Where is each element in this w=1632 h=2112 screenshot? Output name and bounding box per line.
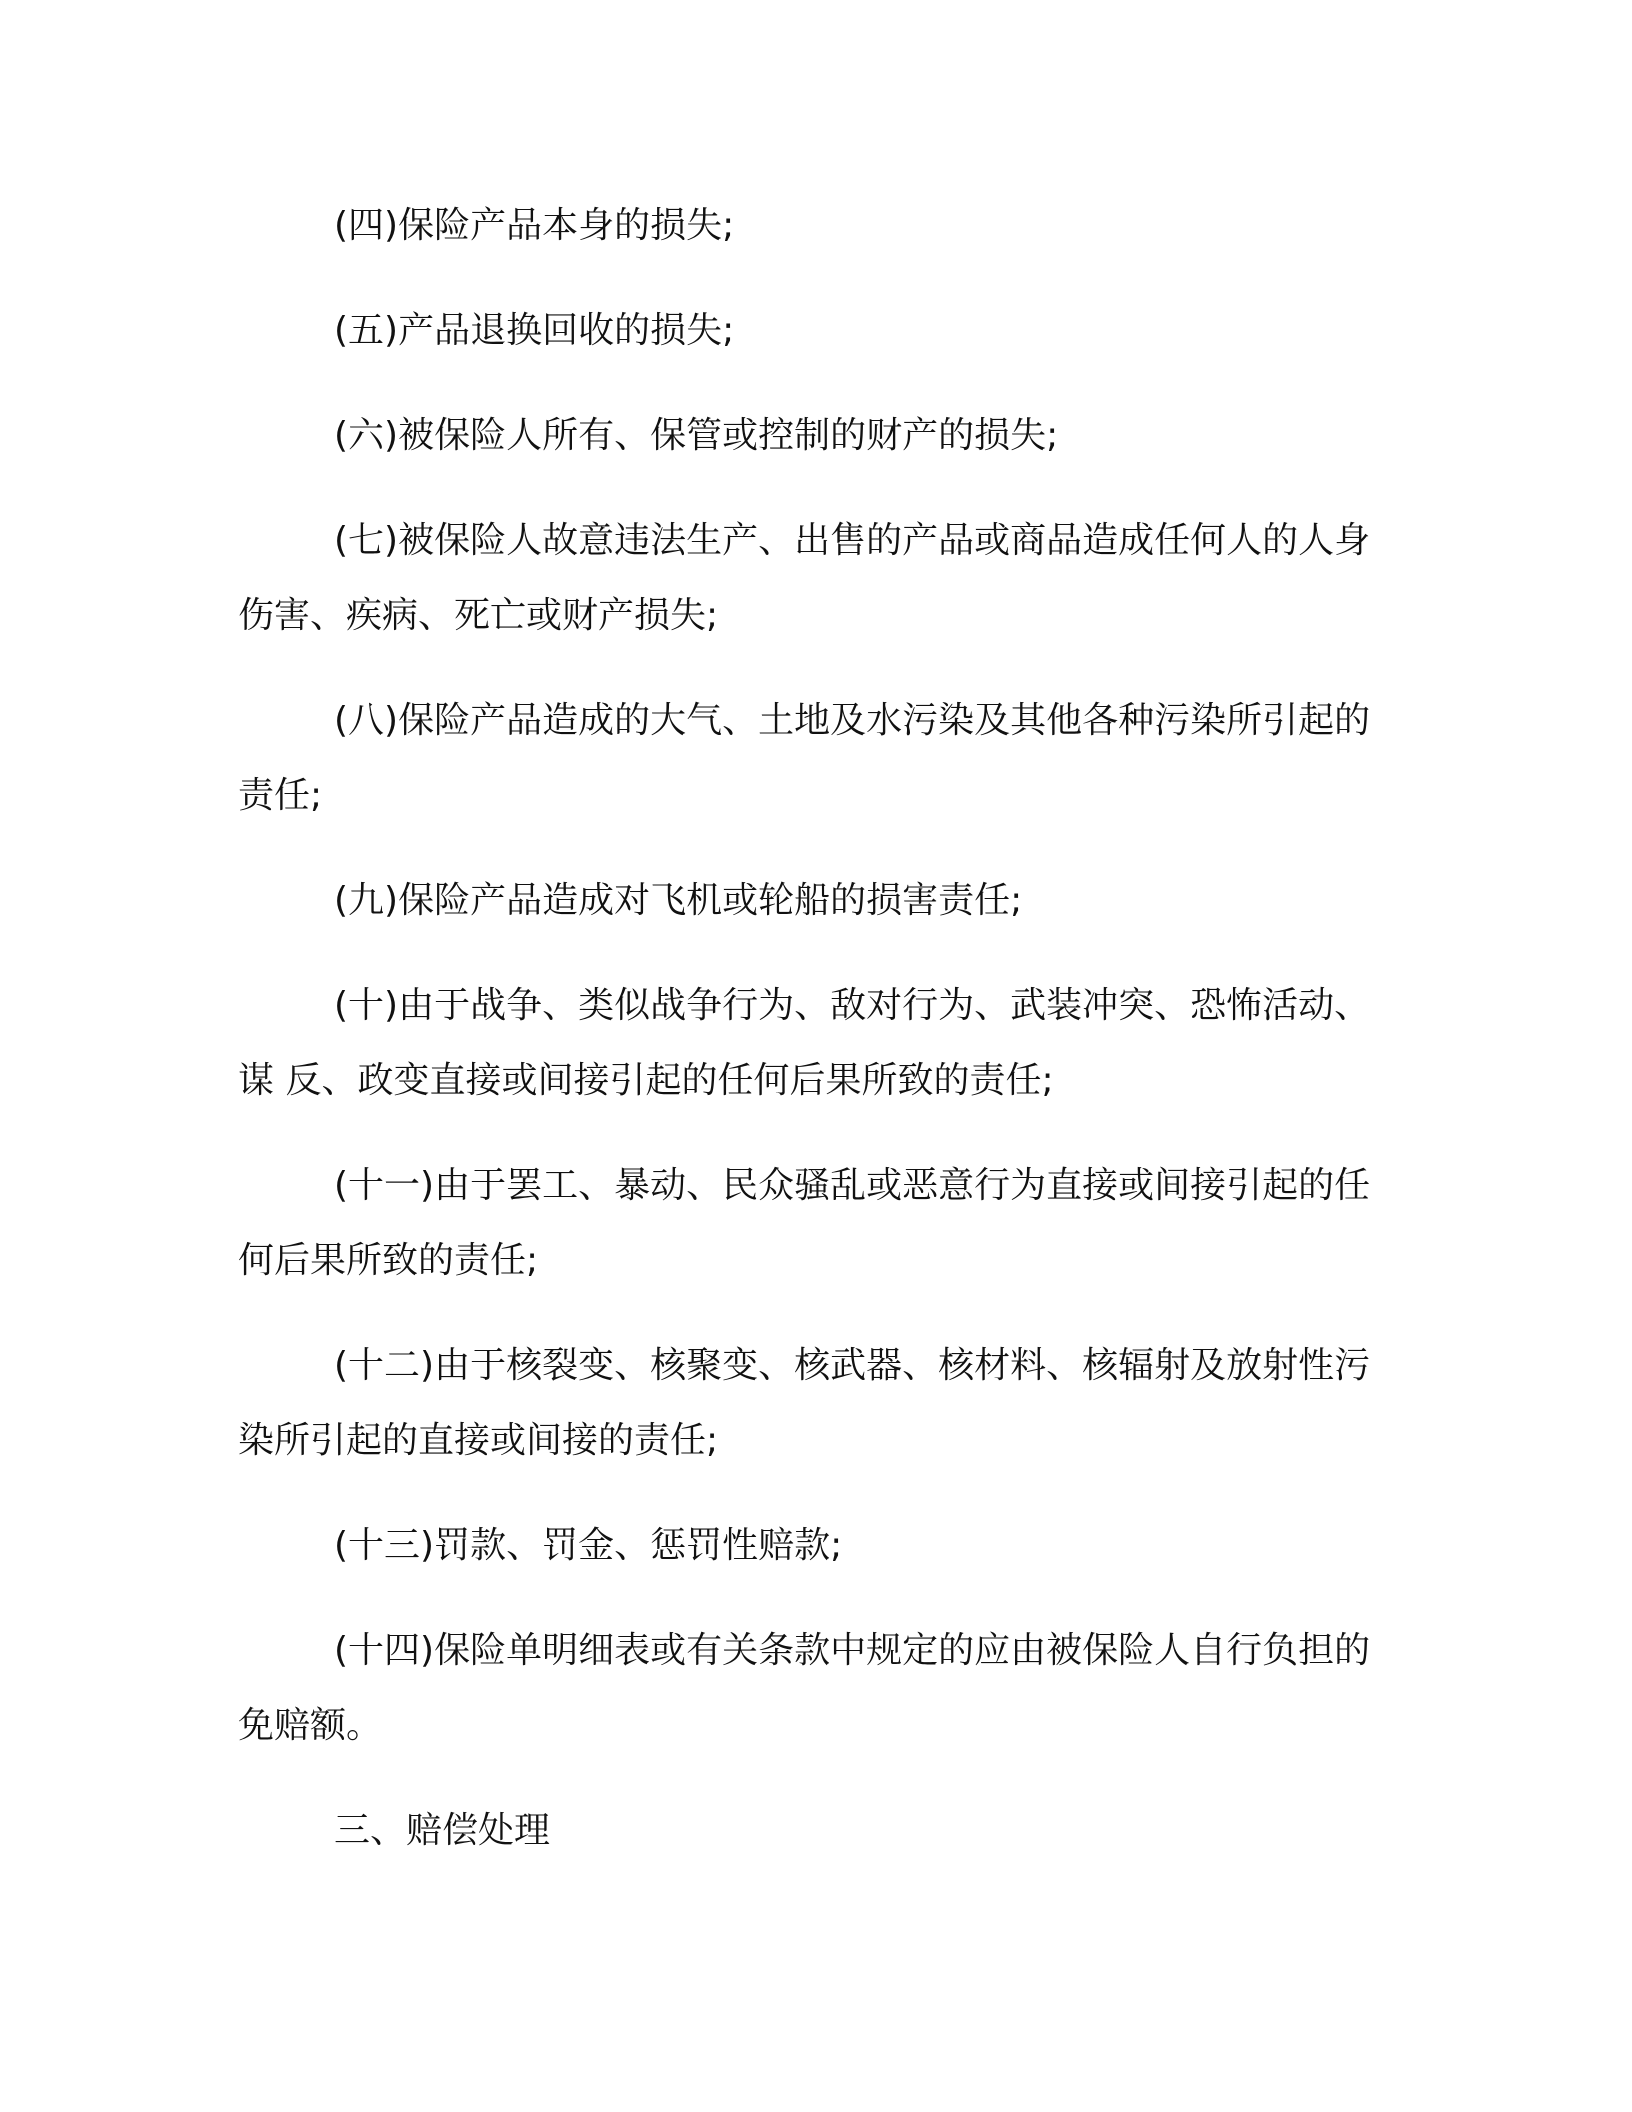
section-heading: 三、赔偿处理 bbox=[334, 1810, 551, 1851]
exclusion-item-9: (九)保险产品造成对飞机或轮船的损害责任; bbox=[334, 880, 1023, 921]
exclusion-item-4: (四)保险产品本身的损失; bbox=[334, 205, 735, 246]
exclusion-item-7: (七)被保险人故意违法生产、出售的产品或商品造成任何人的人身伤害、疾病、死亡或财产损失; bbox=[238, 520, 1371, 636]
exclusion-item-8: (八)保险产品造成的大气、土地及水污染及其他各种污染所引起的责任; bbox=[238, 700, 1371, 816]
exclusion-item-12: (十二)由于核裂变、核聚变、核武器、核材料、核辐射及放射性污染所引起的直接或间接的责任; bbox=[238, 1345, 1371, 1461]
exclusion-item-5: (五)产品退换回收的损失; bbox=[334, 310, 735, 351]
exclusion-item-6: (六)被保险人所有、保管或控制的财产的损失; bbox=[334, 415, 1059, 456]
exclusion-item-10: (十)由于战争、类似战争行为、敌对行为、武装冲突、恐怖活动、谋 反、政变直接或间接引起的任何后果所致的责任; bbox=[238, 985, 1371, 1101]
exclusion-item-11: (十一)由于罢工、暴动、民众骚乱或恶意行为直接或间接引起的任何后果所致的责任; bbox=[238, 1165, 1371, 1281]
document-body bbox=[238, 188, 1398, 1898]
exclusion-item-13: (十三)罚款、罚金、惩罚性赔款; bbox=[334, 1525, 843, 1566]
exclusion-item-14: (十四)保险单明细表或有关条款中规定的应由被保险人自行负担的免赔额。 bbox=[238, 1630, 1371, 1746]
